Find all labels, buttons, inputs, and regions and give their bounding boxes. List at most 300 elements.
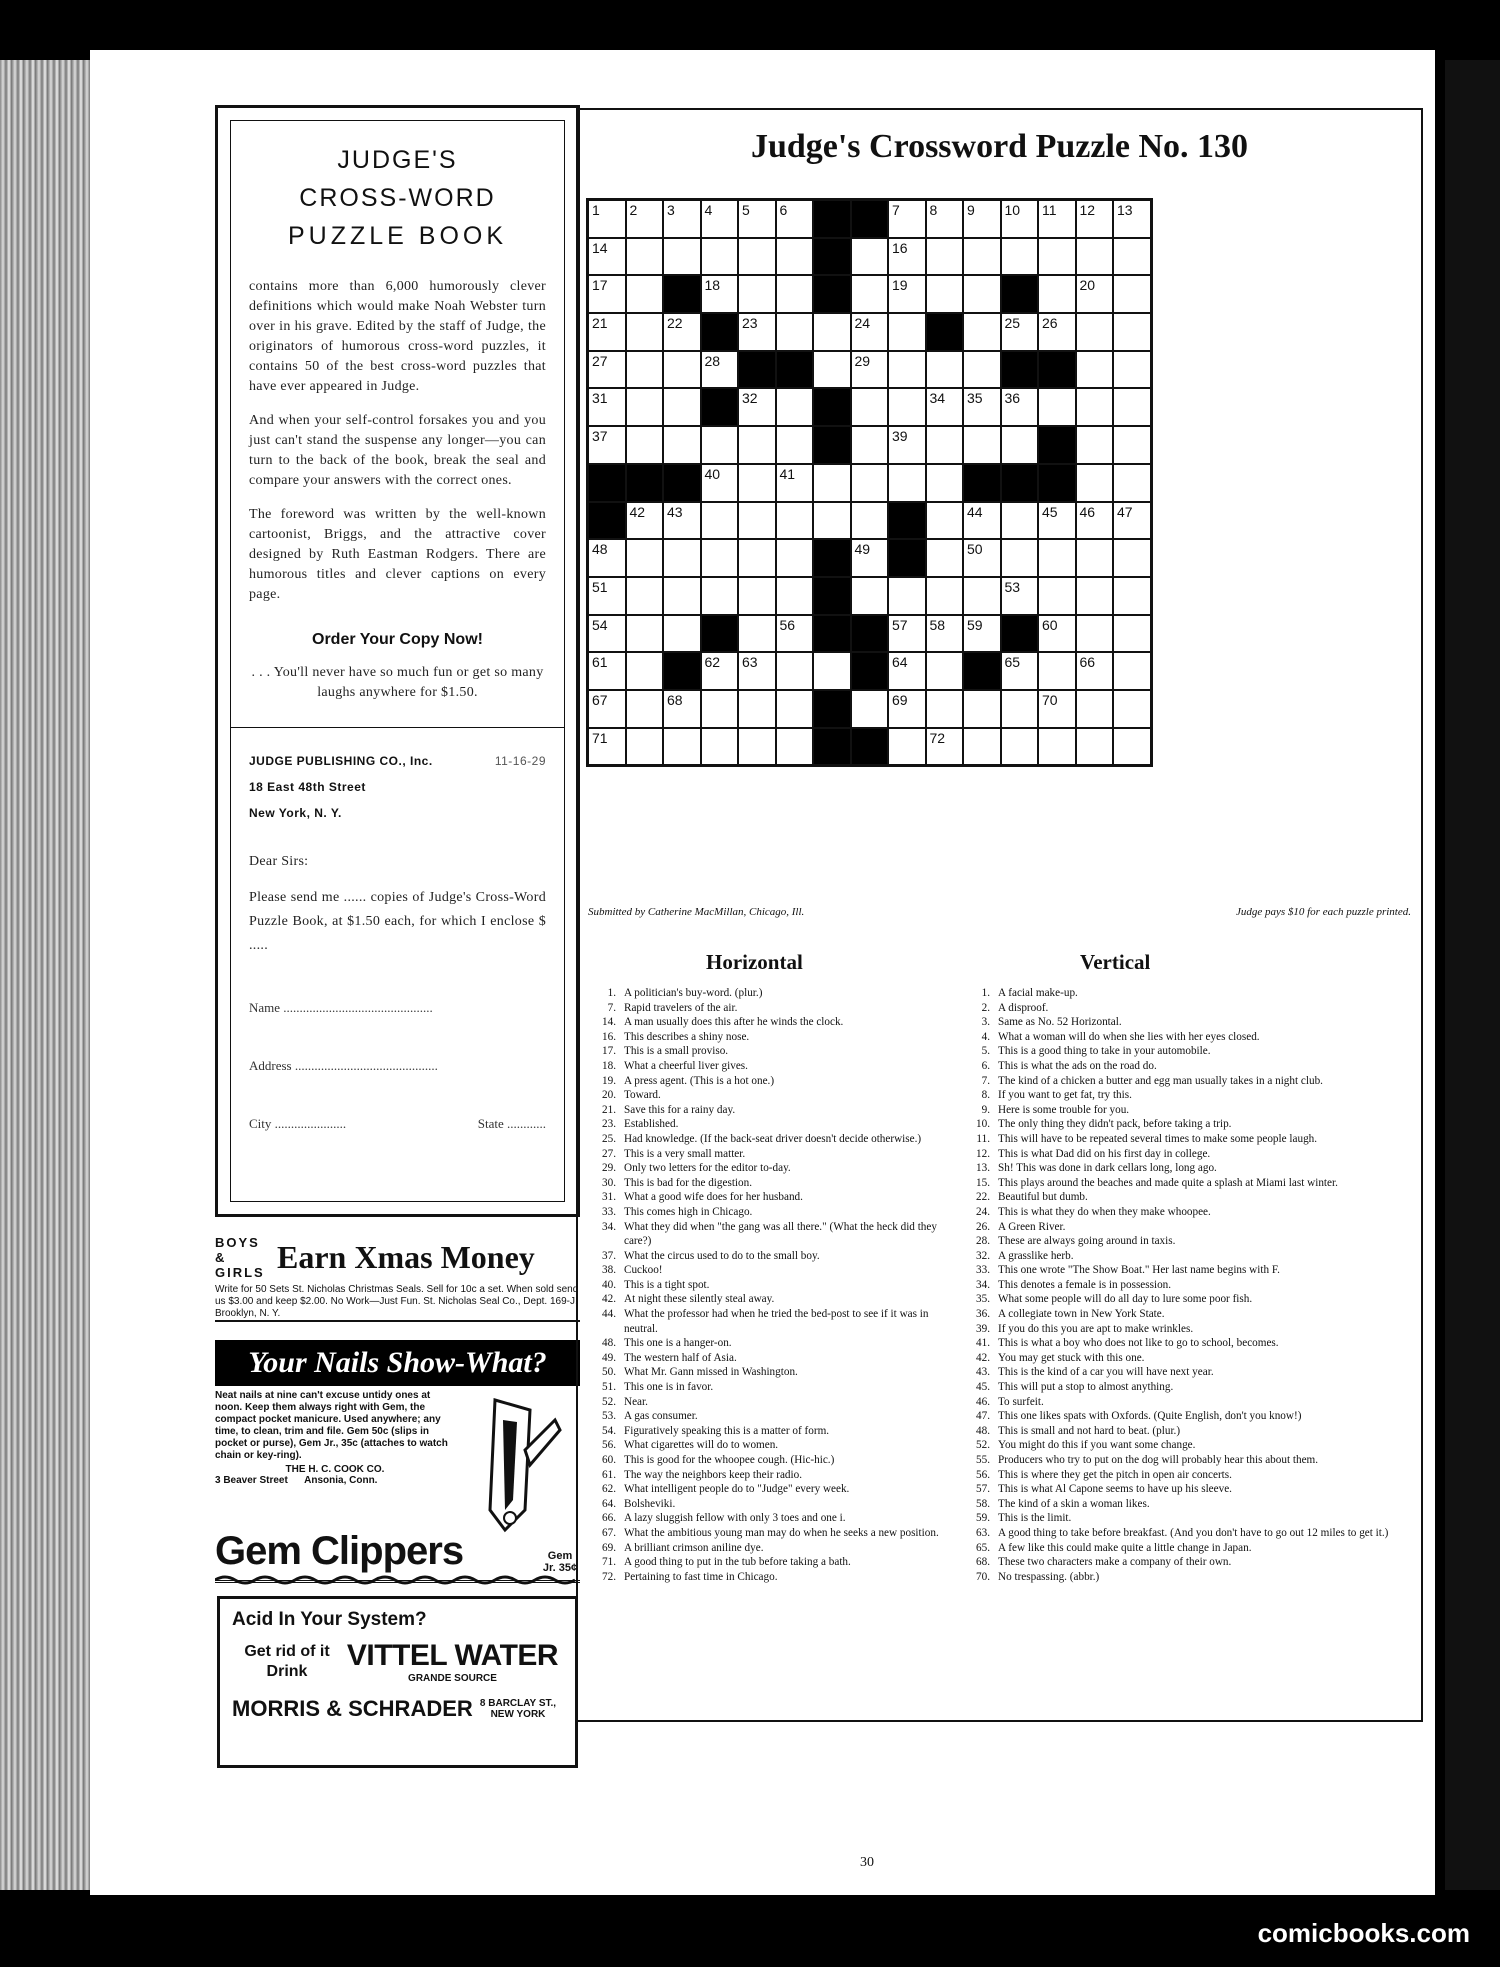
grid-square[interactable] — [776, 426, 814, 464]
grid-block — [813, 539, 851, 577]
grid-square[interactable] — [776, 313, 814, 351]
grid-square[interactable] — [701, 728, 739, 766]
grid-square[interactable] — [626, 351, 664, 389]
grid-square[interactable] — [1038, 652, 1076, 690]
grid-square[interactable] — [588, 275, 626, 313]
grid-square[interactable] — [738, 502, 776, 540]
clue-number: 54 — [592, 616, 608, 633]
grid-square[interactable] — [663, 539, 701, 577]
clue-num: 11. — [976, 1132, 990, 1145]
grid-square[interactable] — [963, 200, 1001, 238]
grid-square[interactable] — [926, 615, 964, 653]
clue-item — [956, 1263, 1414, 1278]
grid-square[interactable] — [663, 690, 701, 728]
grid-square[interactable] — [1076, 200, 1114, 238]
grid-square[interactable] — [926, 238, 964, 276]
clue-text: What a good wife does for her husband. — [624, 1191, 803, 1204]
grid-square[interactable] — [738, 690, 776, 728]
clue-number: 62 — [704, 654, 721, 671]
grid-square[interactable] — [1038, 238, 1076, 276]
grid-square[interactable] — [1076, 539, 1114, 577]
clue-num: 21. — [602, 1103, 616, 1116]
clue-text: A grasslike herb. — [998, 1249, 1074, 1262]
clue-text: This plays around the beaches and made quite a splash at Miami last winter. — [998, 1176, 1338, 1189]
grid-square[interactable] — [1001, 690, 1039, 728]
grid-square[interactable] — [851, 351, 889, 389]
grid-square[interactable] — [701, 426, 739, 464]
vittel-water-ad — [217, 1596, 578, 1768]
clue-item — [582, 1249, 952, 1264]
grid-square[interactable] — [1038, 577, 1076, 615]
book-gutter — [1445, 60, 1500, 1890]
grid-square[interactable] — [776, 652, 814, 690]
grid-square[interactable] — [963, 238, 1001, 276]
grid-square[interactable] — [1076, 577, 1114, 615]
clue-item — [582, 986, 952, 1001]
grid-square[interactable] — [1001, 313, 1039, 351]
grid-square[interactable] — [963, 577, 1001, 615]
clue-num: 41. — [976, 1337, 990, 1350]
name-field[interactable]: Name .............................................. — [249, 1000, 433, 1015]
clue-item — [956, 1424, 1414, 1439]
grid-square[interactable] — [701, 464, 739, 502]
clue-number: 36 — [1004, 390, 1021, 407]
clue-number: 7 — [892, 202, 900, 218]
clue-text: What the professor had when he tried the bed-post to see if it was in neutral. — [624, 1308, 929, 1335]
clue-num: 70. — [976, 1570, 990, 1583]
clue-item — [582, 1292, 952, 1307]
clue-number: 21 — [592, 315, 608, 332]
payment-note: Judge pays $10 for each puzzle printed. — [1235, 906, 1411, 918]
clue-text: A good thing to put in the tub before taking a bath. — [624, 1556, 851, 1569]
grid-square[interactable] — [701, 652, 739, 690]
grid-block — [813, 577, 851, 615]
grid-square[interactable] — [888, 728, 926, 766]
grid-square[interactable] — [963, 502, 1001, 540]
grid-square[interactable] — [888, 652, 926, 690]
clue-item — [582, 1147, 952, 1162]
clue-text: These two characters make a company of their own. — [998, 1556, 1232, 1569]
clue-item — [582, 1088, 952, 1103]
grid-square[interactable] — [588, 351, 626, 389]
grid-square[interactable] — [663, 426, 701, 464]
grid-square[interactable] — [1076, 728, 1114, 766]
promo-paragraph: contains more than 6,000 humorously clever definitions which would make Noah Webster turn over in his grave. Edited by the staff of Judge, the originators of humorous cross-word puzzles, it contains 50 of the best cross-word puzzles that have ever appeared in Judge. — [249, 279, 546, 394]
grid-square[interactable] — [1038, 388, 1076, 426]
clue-item — [582, 1117, 952, 1132]
grid-square[interactable] — [663, 502, 701, 540]
grid-square[interactable] — [1001, 577, 1039, 615]
grid-square[interactable] — [738, 539, 776, 577]
grid-square[interactable] — [701, 200, 739, 238]
clue-item — [956, 1336, 1414, 1351]
clue-text: What intelligent people do to "Judge" every week. — [624, 1483, 850, 1496]
clue-number: 61 — [592, 654, 608, 671]
grid-square[interactable] — [888, 690, 926, 728]
clue-num: 32. — [976, 1249, 990, 1262]
grid-square[interactable] — [626, 539, 664, 577]
clue-item — [582, 1205, 952, 1220]
clue-number: 51 — [592, 578, 608, 595]
clue-number: 10 — [1004, 202, 1021, 218]
grid-square[interactable] — [1076, 351, 1114, 389]
grid-square[interactable] — [926, 464, 964, 502]
grid-square[interactable] — [701, 351, 739, 389]
grid-square[interactable] — [626, 238, 664, 276]
grid-square[interactable] — [738, 577, 776, 615]
grid-square[interactable] — [963, 615, 1001, 653]
grid-square[interactable] — [813, 313, 851, 351]
grid-square[interactable] — [1001, 388, 1039, 426]
grid-square[interactable] — [738, 464, 776, 502]
grid-square[interactable] — [776, 388, 814, 426]
grid-block — [851, 200, 889, 238]
grid-square[interactable] — [1038, 502, 1076, 540]
grid-square[interactable] — [626, 313, 664, 351]
grid-square[interactable] — [626, 388, 664, 426]
grid-square[interactable] — [701, 238, 739, 276]
grid-square[interactable] — [738, 652, 776, 690]
ad-company: MORRIS & SCHRADER — [232, 1696, 473, 1721]
grid-square[interactable] — [626, 577, 664, 615]
clue-number: 14 — [592, 239, 608, 256]
grid-square[interactable] — [738, 426, 776, 464]
grid-square[interactable] — [701, 502, 739, 540]
clue-text: This one wrote "The Show Boat." Her last name begins with F. — [998, 1264, 1280, 1277]
grid-square[interactable] — [851, 275, 889, 313]
grid-square[interactable] — [1113, 652, 1151, 690]
grid-square[interactable] — [888, 275, 926, 313]
grid-square[interactable] — [738, 238, 776, 276]
clue-num: 34. — [976, 1278, 990, 1291]
grid-square[interactable] — [888, 238, 926, 276]
grid-square[interactable] — [963, 388, 1001, 426]
grid-square[interactable] — [1001, 238, 1039, 276]
grid-square[interactable] — [851, 577, 889, 615]
clue-number: 6 — [779, 202, 788, 218]
clue-text: Save this for a rainy day. — [624, 1103, 736, 1116]
grid-square[interactable] — [626, 502, 664, 540]
clue-item — [582, 1030, 952, 1045]
grid-square[interactable] — [963, 728, 1001, 766]
clue-text: A facial make-up. — [998, 987, 1078, 999]
puzzle-book-promo — [215, 105, 580, 1217]
grid-square[interactable] — [626, 690, 664, 728]
grid-square[interactable] — [1038, 690, 1076, 728]
grid-square[interactable] — [1038, 313, 1076, 351]
grid-square[interactable] — [1038, 728, 1076, 766]
grid-square[interactable] — [663, 615, 701, 653]
grid-square[interactable] — [888, 351, 926, 389]
grid-square[interactable] — [1001, 200, 1039, 238]
grid-square[interactable] — [1076, 313, 1114, 351]
grid-square[interactable] — [926, 200, 964, 238]
grid-square[interactable] — [888, 200, 926, 238]
clue-text: If you want to get fat, try this. — [998, 1089, 1132, 1102]
clue-number: 37 — [592, 428, 608, 445]
grid-square[interactable] — [926, 426, 964, 464]
grid-square[interactable] — [663, 388, 701, 426]
grid-square[interactable] — [851, 238, 889, 276]
grid-square[interactable] — [1076, 388, 1114, 426]
grid-square[interactable] — [813, 652, 851, 690]
grid-square[interactable] — [1076, 426, 1114, 464]
clue-item — [956, 1074, 1414, 1089]
grid-square[interactable] — [813, 351, 851, 389]
grid-square[interactable] — [888, 464, 926, 502]
grid-square[interactable] — [1113, 313, 1151, 351]
clue-num: 42. — [602, 1293, 616, 1306]
state-field[interactable]: State ............ — [477, 1116, 546, 1131]
grid-square[interactable] — [738, 728, 776, 766]
grid-square[interactable] — [851, 502, 889, 540]
clue-text: A collegiate town in New York State. — [998, 1308, 1165, 1321]
clue-number: 42 — [629, 503, 646, 520]
grid-square[interactable] — [1076, 464, 1114, 502]
grid-square[interactable] — [1076, 238, 1114, 276]
grid-square[interactable] — [1038, 539, 1076, 577]
clue-text: Beautiful but dumb. — [998, 1191, 1088, 1204]
grid-square[interactable] — [851, 539, 889, 577]
clue-text: A Green River. — [998, 1220, 1066, 1233]
grid-square[interactable] — [738, 200, 776, 238]
clue-num: 2. — [981, 1001, 990, 1014]
grid-block — [701, 313, 739, 351]
clue-number: 3 — [667, 202, 675, 218]
grid-square[interactable] — [1038, 200, 1076, 238]
grid-square[interactable] — [588, 200, 626, 238]
grid-square[interactable] — [626, 200, 664, 238]
grid-square[interactable] — [926, 577, 964, 615]
grid-square[interactable] — [1113, 388, 1151, 426]
address-field[interactable]: Address ............................................ — [249, 1058, 438, 1073]
clue-number: 26 — [1042, 315, 1058, 332]
ad-company: THE H. C. COOK CO. — [285, 1464, 385, 1475]
grid-square[interactable] — [701, 690, 739, 728]
clue-item — [956, 1220, 1414, 1235]
grid-square[interactable] — [626, 652, 664, 690]
grid-square[interactable] — [926, 690, 964, 728]
grid-square[interactable] — [701, 539, 739, 577]
clue-num: 36. — [976, 1308, 990, 1321]
grid-square[interactable] — [926, 539, 964, 577]
clue-text: Near. — [624, 1395, 648, 1408]
clue-num: 16. — [602, 1030, 616, 1043]
grid-block — [738, 351, 776, 389]
grid-square[interactable] — [701, 577, 739, 615]
grid-square[interactable] — [813, 464, 851, 502]
ad-body: Neat nails at nine can't excuse untidy ones at noon. Keep them always right with Gem, the compact pocket manicure. Used anywhere; any time, to clean, trim and file. Gem 50c (slips in pocket or purse), Gem Jr., 35c (attaches to watch chain or key-ring). — [215, 1390, 448, 1461]
clue-text: Cuckoo! — [624, 1264, 663, 1277]
grid-square[interactable] — [776, 690, 814, 728]
grid-square[interactable] — [1001, 502, 1039, 540]
grid-square[interactable] — [626, 728, 664, 766]
grid-block — [626, 464, 664, 502]
clue-number: 72 — [929, 729, 946, 746]
clue-num: 1. — [981, 987, 990, 999]
grid-square[interactable] — [963, 351, 1001, 389]
grid-square[interactable] — [888, 615, 926, 653]
clue-number: 59 — [967, 616, 983, 633]
grid-square[interactable] — [776, 464, 814, 502]
clue-item — [956, 1161, 1414, 1176]
clue-num: 18. — [602, 1059, 616, 1072]
grid-square[interactable] — [1113, 690, 1151, 728]
grid-square[interactable] — [701, 275, 739, 313]
grid-square[interactable] — [1001, 728, 1039, 766]
clue-item — [956, 1147, 1414, 1162]
clue-number: 69 — [892, 691, 908, 708]
grid-square[interactable] — [888, 388, 926, 426]
grid-square[interactable] — [588, 690, 626, 728]
grid-square[interactable] — [1001, 426, 1039, 464]
grid-square[interactable] — [813, 502, 851, 540]
clue-item — [956, 1541, 1414, 1556]
grid-square[interactable] — [738, 388, 776, 426]
grid-square[interactable] — [851, 690, 889, 728]
grid-square[interactable] — [1113, 426, 1151, 464]
grid-square[interactable] — [926, 502, 964, 540]
grid-square[interactable] — [588, 388, 626, 426]
clue-number: 71 — [592, 729, 608, 746]
grid-square[interactable] — [1076, 652, 1114, 690]
grid-square[interactable] — [1113, 728, 1151, 766]
grid-square[interactable] — [888, 426, 926, 464]
grid-square[interactable] — [588, 577, 626, 615]
crossword-grid — [586, 198, 1153, 767]
clue-num: 72. — [602, 1570, 616, 1583]
grid-square[interactable] — [663, 200, 701, 238]
clue-num: 59. — [976, 1512, 990, 1525]
grid-square[interactable] — [1076, 275, 1114, 313]
grid-square[interactable] — [851, 388, 889, 426]
grid-square[interactable] — [1076, 615, 1114, 653]
grid-square[interactable] — [663, 351, 701, 389]
grid-square[interactable] — [1113, 351, 1151, 389]
grid-square[interactable] — [1113, 464, 1151, 502]
grid-square[interactable] — [963, 426, 1001, 464]
grid-square[interactable] — [776, 577, 814, 615]
grid-square[interactable] — [1113, 200, 1151, 238]
grid-square[interactable] — [926, 388, 964, 426]
grid-square[interactable] — [1113, 502, 1151, 540]
grid-square[interactable] — [963, 690, 1001, 728]
grid-square[interactable] — [776, 615, 814, 653]
grid-square[interactable] — [1076, 690, 1114, 728]
grid-square[interactable] — [588, 728, 626, 766]
clue-item — [582, 1015, 952, 1030]
clue-number: 1 — [592, 202, 600, 218]
grid-square[interactable] — [588, 426, 626, 464]
clue-item — [956, 1015, 1414, 1030]
grid-square[interactable] — [1113, 238, 1151, 276]
grid-square[interactable] — [776, 502, 814, 540]
grid-square[interactable] — [851, 313, 889, 351]
grid-square[interactable] — [1076, 502, 1114, 540]
grid-square[interactable] — [588, 615, 626, 653]
clue-num: 53. — [602, 1410, 616, 1423]
clue-number: 44 — [967, 503, 983, 520]
grid-square[interactable] — [588, 238, 626, 276]
grid-square[interactable] — [1038, 275, 1076, 313]
grid-square[interactable] — [776, 539, 814, 577]
grid-square[interactable] — [626, 426, 664, 464]
grid-square[interactable] — [851, 464, 889, 502]
grid-square[interactable] — [888, 313, 926, 351]
clue-item — [956, 1278, 1414, 1293]
clue-num: 15. — [976, 1176, 990, 1189]
grid-square[interactable] — [1113, 615, 1151, 653]
company-city: New York, N. Y. — [249, 806, 342, 820]
clue-item — [582, 1541, 952, 1556]
grid-square[interactable] — [626, 615, 664, 653]
grid-square[interactable] — [1113, 275, 1151, 313]
clue-text: Sh! This was done in dark cellars long, long ago. — [998, 1162, 1217, 1175]
grid-square[interactable] — [963, 313, 1001, 351]
grid-square[interactable] — [1113, 539, 1151, 577]
clue-number: 67 — [592, 691, 608, 708]
grid-square[interactable] — [663, 728, 701, 766]
clue-item — [582, 1424, 952, 1439]
grid-square[interactable] — [738, 313, 776, 351]
grid-square[interactable] — [663, 238, 701, 276]
grid-square[interactable] — [1038, 615, 1076, 653]
grid-square[interactable] — [851, 426, 889, 464]
grid-square[interactable] — [776, 728, 814, 766]
clue-text: Pertaining to fast time in Chicago. — [624, 1570, 778, 1583]
grid-square[interactable] — [663, 577, 701, 615]
clue-item — [582, 1307, 952, 1336]
grid-square[interactable] — [1001, 539, 1039, 577]
clue-item — [582, 1395, 952, 1410]
grid-square[interactable] — [776, 200, 814, 238]
clue-number: 19 — [892, 277, 908, 294]
grid-square[interactable] — [888, 577, 926, 615]
grid-square[interactable] — [963, 539, 1001, 577]
clue-num: 4. — [981, 1030, 990, 1043]
clue-number: 34 — [929, 390, 946, 407]
grid-square[interactable] — [588, 652, 626, 690]
grid-square[interactable] — [926, 728, 964, 766]
grid-block — [926, 313, 964, 351]
grid-square[interactable] — [1113, 577, 1151, 615]
clue-text: This is a small proviso. — [624, 1045, 729, 1058]
clue-num: 58. — [976, 1497, 990, 1510]
grid-square[interactable] — [1001, 652, 1039, 690]
grid-square[interactable] — [738, 275, 776, 313]
grid-square[interactable] — [963, 275, 1001, 313]
clue-item — [956, 1482, 1414, 1497]
city-field[interactable]: City ...................... — [249, 1116, 347, 1131]
grid-square[interactable] — [738, 615, 776, 653]
grid-square[interactable] — [588, 539, 626, 577]
clue-number: 22 — [667, 315, 683, 332]
grid-square[interactable] — [588, 313, 626, 351]
grid-block — [1038, 351, 1076, 389]
grid-block — [888, 502, 926, 540]
grid-square[interactable] — [776, 275, 814, 313]
ad-tag: BOYS & GIRLS — [215, 1235, 265, 1280]
clue-item — [956, 1190, 1414, 1205]
grid-square[interactable] — [776, 238, 814, 276]
grid-square[interactable] — [626, 275, 664, 313]
clue-number: 68 — [667, 691, 683, 708]
clue-num: 14. — [602, 1016, 616, 1029]
grid-square[interactable] — [926, 351, 964, 389]
grid-square[interactable] — [663, 313, 701, 351]
grid-square[interactable] — [926, 652, 964, 690]
grid-square[interactable] — [926, 275, 964, 313]
